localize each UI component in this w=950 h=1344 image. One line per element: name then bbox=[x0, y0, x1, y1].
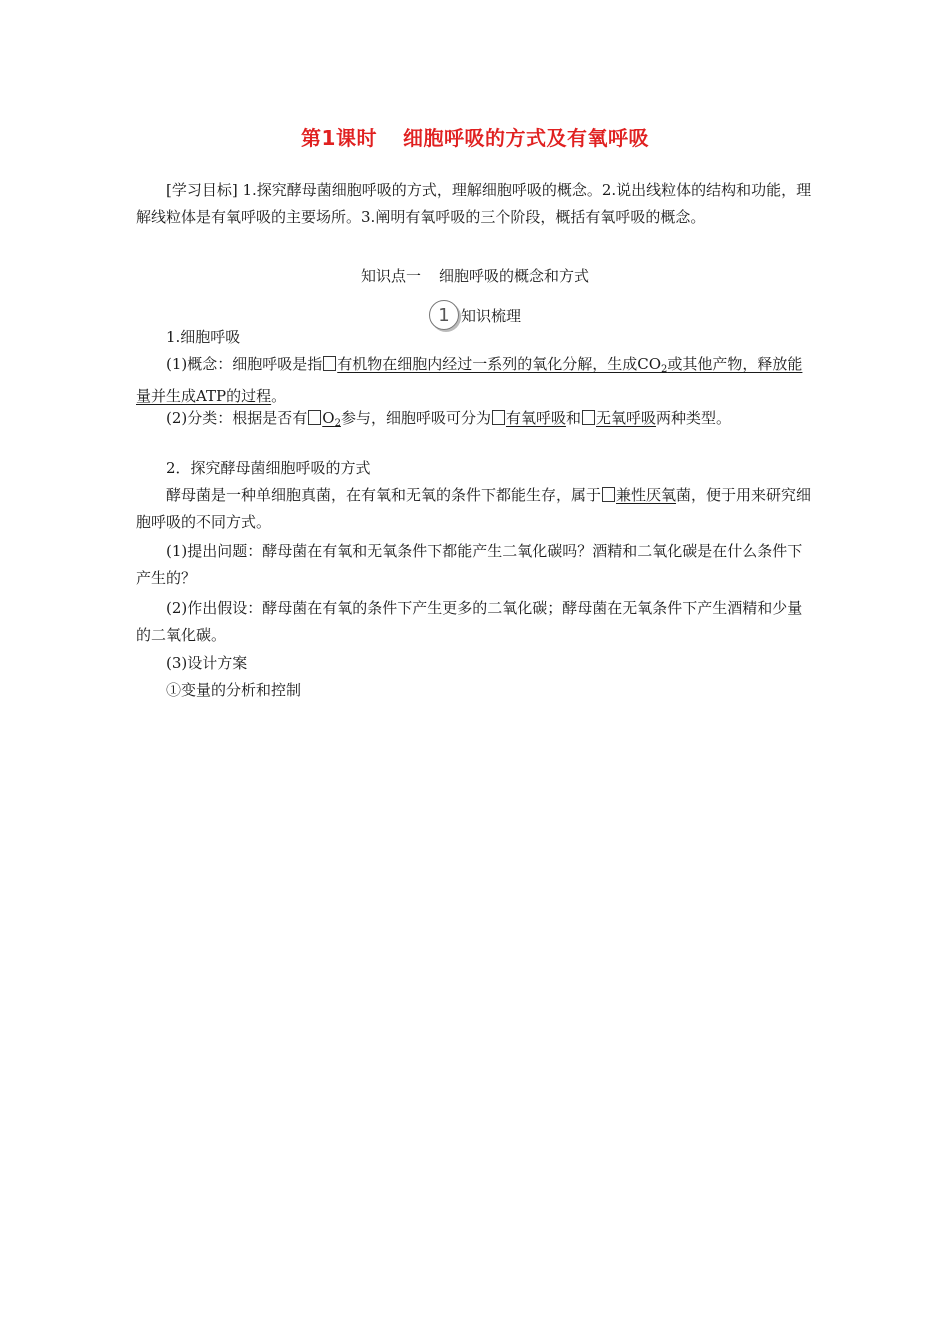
item1-classification bbox=[136, 405, 816, 437]
intro-answer: 兼性厌氧 bbox=[616, 486, 677, 504]
class-answer-o2 bbox=[322, 409, 341, 427]
o2-text: O bbox=[322, 409, 335, 427]
concept-answer-a: 有机物在细胞内经过一系列的氧化分解，生成CO bbox=[337, 355, 662, 373]
class-end: 两种类型。 bbox=[656, 409, 732, 427]
objectives-text: 1.探究酵母菌细胞呼吸的方式，理解细胞呼吸的概念。2.说出线粒体的结构和功能，理解线粒体是有氧呼吸的主要场所。3.阐明有氧呼吸的三个阶段，概括有氧呼吸的概念。 bbox=[136, 181, 812, 226]
title-topic: 细胞呼吸的方式及有氧呼吸 bbox=[402, 126, 649, 150]
class-answer-aerobic: 有氧呼吸 bbox=[505, 409, 566, 427]
concept-prefix: (1)概念：细胞呼吸是指 bbox=[166, 355, 323, 373]
concept-end: 。 bbox=[271, 387, 287, 405]
item2-question: (1)提出问题：酵母菌在有氧和无氧条件下都能产生二氧化碳吗？酒精和二氧化碳是在什么条件下产生的？ bbox=[136, 542, 803, 587]
blank-box-icon bbox=[602, 487, 615, 502]
class-mid1: 参与，细胞呼吸可分为 bbox=[340, 409, 491, 427]
badge-label: 知识梳理 bbox=[460, 306, 521, 325]
blank-box-icon bbox=[323, 356, 336, 371]
intro-text-a: 酵母菌是一种单细胞真菌，在有氧和无氧的条件下都能生存，属于 bbox=[166, 486, 602, 504]
class-prefix: (2)分类：根据是否有 bbox=[166, 409, 308, 427]
page-title bbox=[0, 122, 950, 151]
blank-box-icon bbox=[308, 410, 321, 425]
item2-intro bbox=[136, 482, 816, 536]
section-title: 细胞呼吸的概念和方式 bbox=[439, 267, 590, 285]
item1-concept bbox=[136, 351, 816, 410]
class-mid2: 和 bbox=[565, 409, 581, 427]
circled-number-icon: 1 bbox=[429, 300, 459, 330]
title-lesson: 第1课时 bbox=[301, 126, 377, 150]
objectives-label: [学习目标] bbox=[166, 181, 238, 199]
item2-hypothesis: (2)作出假设：酵母菌在有氧的条件下产生更多的二氧化碳；酵母菌在无氧条件下产生酒精和少量的二氧化碳。 bbox=[136, 599, 803, 644]
item2-variable: ①变量的分析和控制 bbox=[166, 681, 302, 699]
section-heading bbox=[0, 263, 950, 290]
concept-answer-b: 或其他产物，释放能量并生成ATP的过程 bbox=[136, 355, 803, 405]
co2-subscript: 2 bbox=[661, 364, 668, 375]
learning-objectives bbox=[136, 177, 816, 231]
item2-design: (3)设计方案 bbox=[166, 654, 248, 672]
section-number: 知识点一 bbox=[360, 267, 421, 285]
blank-box-icon bbox=[492, 410, 505, 425]
item1-heading: 1.细胞呼吸 bbox=[166, 328, 241, 346]
intro-text-b: 菌，便于用来研究细胞呼吸的不同方式。 bbox=[136, 486, 812, 531]
blank-box-icon bbox=[582, 410, 595, 425]
class-answer-anaerobic: 无氧呼吸 bbox=[595, 409, 656, 427]
item2-heading: 2．探究酵母菌细胞呼吸的方式 bbox=[166, 459, 371, 477]
o2-subscript: 2 bbox=[334, 418, 341, 429]
